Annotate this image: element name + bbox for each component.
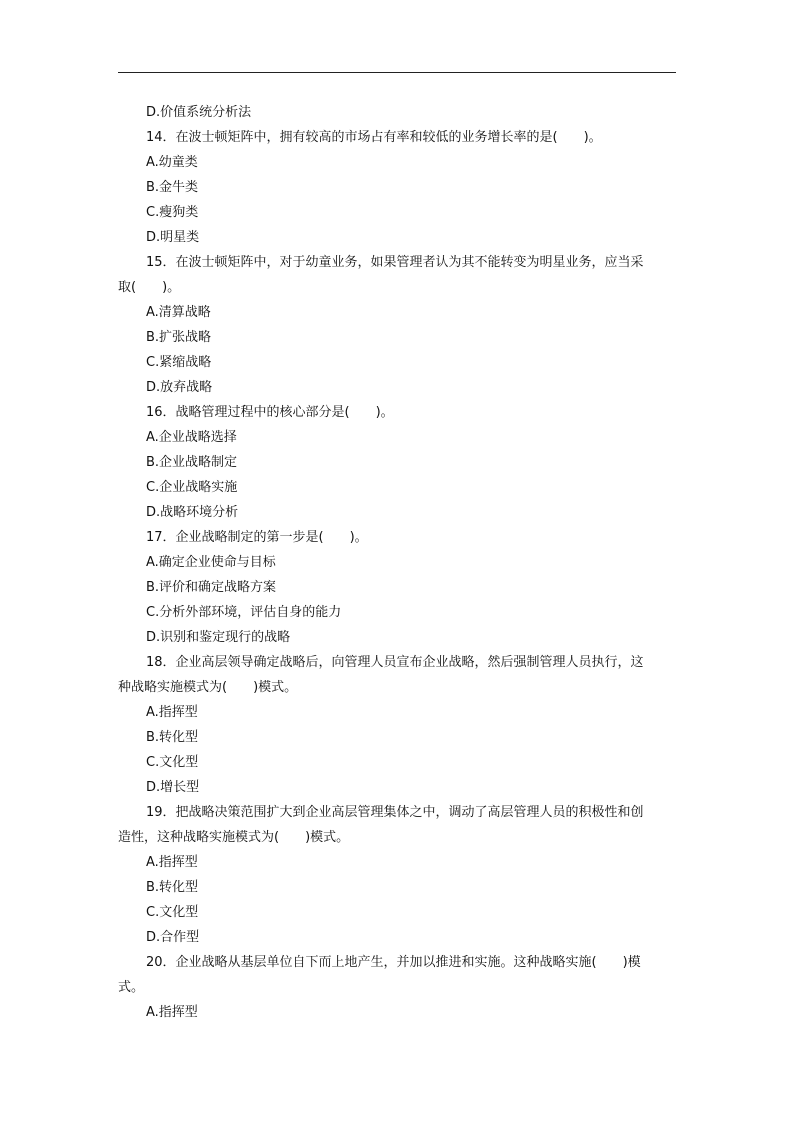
question-continuation-line: 造性，这种战略实施模式为( )模式。 — [118, 830, 350, 845]
question-line: 15．在波士顿矩阵中，对于幼童业务，如果管理者认为其不能转变为明星业务，应当采 — [146, 255, 644, 270]
question-continuation-line: 种战略实施模式为( )模式。 — [118, 680, 298, 695]
option-line: D.增长型 — [146, 780, 200, 795]
option-line: D.识别和鉴定现行的战略 — [146, 630, 291, 645]
option-line: C.紧缩战略 — [146, 355, 212, 370]
option-line: A.清算战略 — [146, 305, 211, 320]
option-line: C.分析外部环境，评估自身的能力 — [146, 605, 342, 620]
question-line: 19．把战略决策范围扩大到企业高层管理集体之中，调动了高层管理人员的积极性和创 — [146, 805, 644, 820]
option-line: C.企业战略实施 — [146, 480, 238, 495]
option-line: A.企业战略选择 — [146, 430, 237, 445]
option-line: B.扩张战略 — [146, 330, 212, 345]
option-line: A.指挥型 — [146, 855, 198, 870]
option-line: B.金牛类 — [146, 180, 199, 195]
question-continuation-line: 式。 — [118, 980, 145, 995]
option-line: B.转化型 — [146, 730, 199, 745]
option-line: C.文化型 — [146, 905, 199, 920]
option-line: A.确定企业使命与目标 — [146, 555, 276, 570]
question-line: 14．在波士顿矩阵中，拥有较高的市场占有率和较低的业务增长率的是( )。 — [146, 130, 602, 145]
question-line: 17．企业战略制定的第一步是( )。 — [146, 530, 368, 545]
question-continuation-line: 取( )。 — [118, 280, 181, 295]
option-line: B.转化型 — [146, 880, 199, 895]
option-line: C.瘦狗类 — [146, 205, 199, 220]
option-line: A.指挥型 — [146, 705, 198, 720]
option-line: D.明星类 — [146, 230, 200, 245]
option-line: D.价值系统分析法 — [146, 105, 252, 120]
option-line: A.幼童类 — [146, 155, 198, 170]
option-line: D.战略环境分析 — [146, 505, 239, 520]
option-line: D.合作型 — [146, 930, 200, 945]
option-line: A.指挥型 — [146, 1005, 198, 1020]
question-line: 18．企业高层领导确定战略后，向管理人员宣布企业战略，然后强制管理人员执行，这 — [146, 655, 644, 670]
option-line: B.企业战略制定 — [146, 455, 238, 470]
option-line: B.评价和确定战略方案 — [146, 580, 277, 595]
document-body — [118, 100, 680, 1025]
option-line: D.放弃战略 — [146, 380, 213, 395]
option-line: C.文化型 — [146, 755, 199, 770]
question-line: 16．战略管理过程中的核心部分是( )。 — [146, 405, 394, 420]
question-line: 20．企业战略从基层单位自下而上地产生，并加以推进和实施。这种战略实施( )模 — [146, 955, 641, 970]
header-rule — [118, 72, 676, 73]
